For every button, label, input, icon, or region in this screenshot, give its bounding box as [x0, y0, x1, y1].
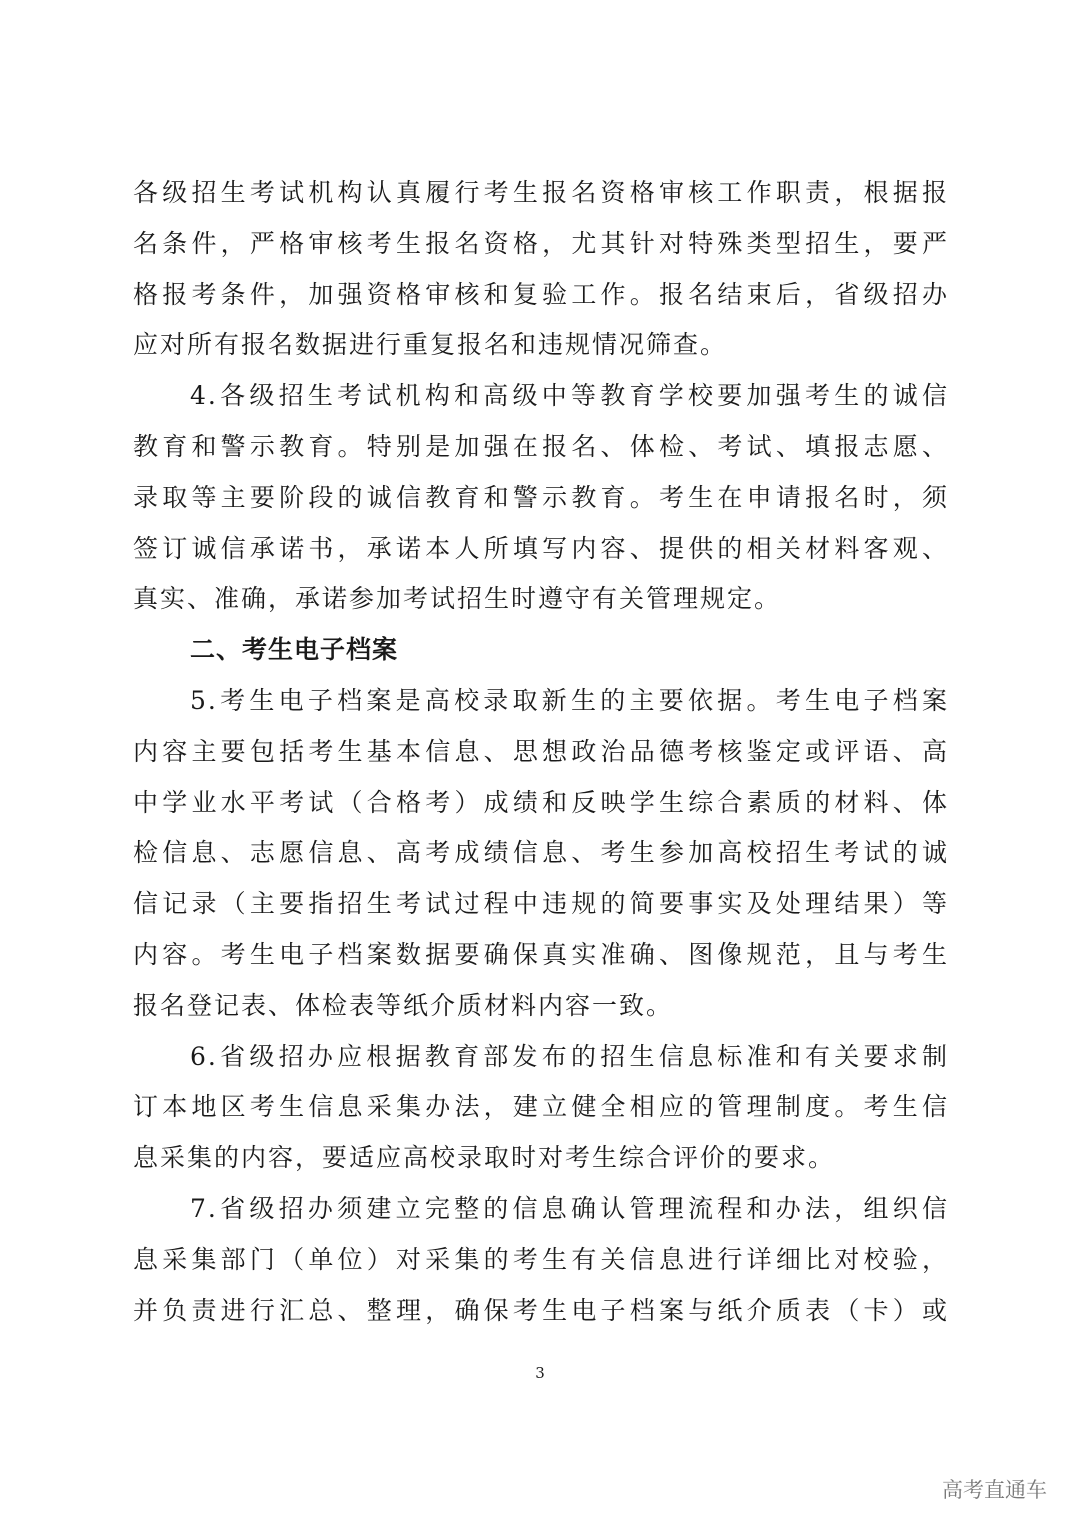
text-line: 息采集部门（单位）对采集的考生有关信息进行详细比对校验，: [133, 1244, 949, 1274]
text-line: 信记录（主要指招生考试过程中违规的简要事实及处理结果）等: [133, 889, 949, 919]
text-line: 应对所有报名数据进行重复报名和违规情况筛查。: [133, 330, 728, 360]
text-line: 报名登记表、体检表等纸介质材料内容一致。: [133, 990, 674, 1020]
watermark: 高考直通车: [942, 1478, 1047, 1502]
text-line: 真实、准确，承诺参加考试招生时遵守有关管理规定。: [133, 584, 782, 614]
paragraph: [133, 371, 949, 625]
text-line: 格报考条件，加强资格审核和复验工作。报名结束后，省级招办: [133, 279, 949, 309]
text-line: 息采集的内容，要适应高校录取时对考生综合评价的要求。: [133, 1143, 836, 1173]
text-line: 教育和警示教育。特别是加强在报名、体检、考试、填报志愿、: [133, 431, 949, 461]
text-line: 各级招生考试机构认真履行考生报名资格审核工作职责，根据报: [133, 178, 949, 207]
text-line: 5.考生电子档案是高校录取新生的主要依据。考生电子档案: [190, 685, 949, 715]
text-line: 检信息、志愿信息、高考成绩信息、考生参加高校招生考试的诚: [133, 838, 949, 868]
page-number: 3: [535, 1364, 545, 1382]
text-line: 7.省级招办须建立完整的信息确认管理流程和办法，组织信: [190, 1193, 949, 1223]
text-line: 名条件，严格审核考生报名资格，尤其针对特殊类型招生，要严: [133, 228, 949, 258]
text-line: 6.省级招办应根据教育部发布的招生信息标准和有关要求制: [190, 1041, 949, 1071]
paragraph: [133, 1032, 949, 1184]
text-line: 内容主要包括考生基本信息、思想政治品德考核鉴定或评语、高: [133, 736, 949, 766]
text-line: 订本地区考生信息采集办法，建立健全相应的管理制度。考生信: [133, 1092, 949, 1122]
paragraph: [133, 1184, 949, 1336]
text-line: 并负责进行汇总、整理，确保考生电子档案与纸介质表（卡）或: [133, 1295, 949, 1325]
text-line: 签订诚信承诺书，承诺本人所填写内容、提供的相关材料客观、: [133, 533, 949, 563]
text-line: 录取等主要阶段的诚信教育和警示教育。考生在申请报名时，须: [133, 482, 949, 512]
paragraph: [133, 676, 949, 1032]
paragraph: [133, 168, 949, 371]
text-line: 4.各级招生考试机构和高级中等教育学校要加强考生的诚信: [190, 381, 949, 411]
text-line: 中学业水平考试（合格考）成绩和反映学生综合素质的材料、体: [133, 787, 949, 817]
text-line: 二、考生电子档案: [190, 635, 399, 665]
document-body: [133, 168, 949, 1336]
text-line: 内容。考生电子档案数据要确保真实准确、图像规范，且与考生: [133, 939, 949, 969]
section-heading: [133, 625, 949, 676]
